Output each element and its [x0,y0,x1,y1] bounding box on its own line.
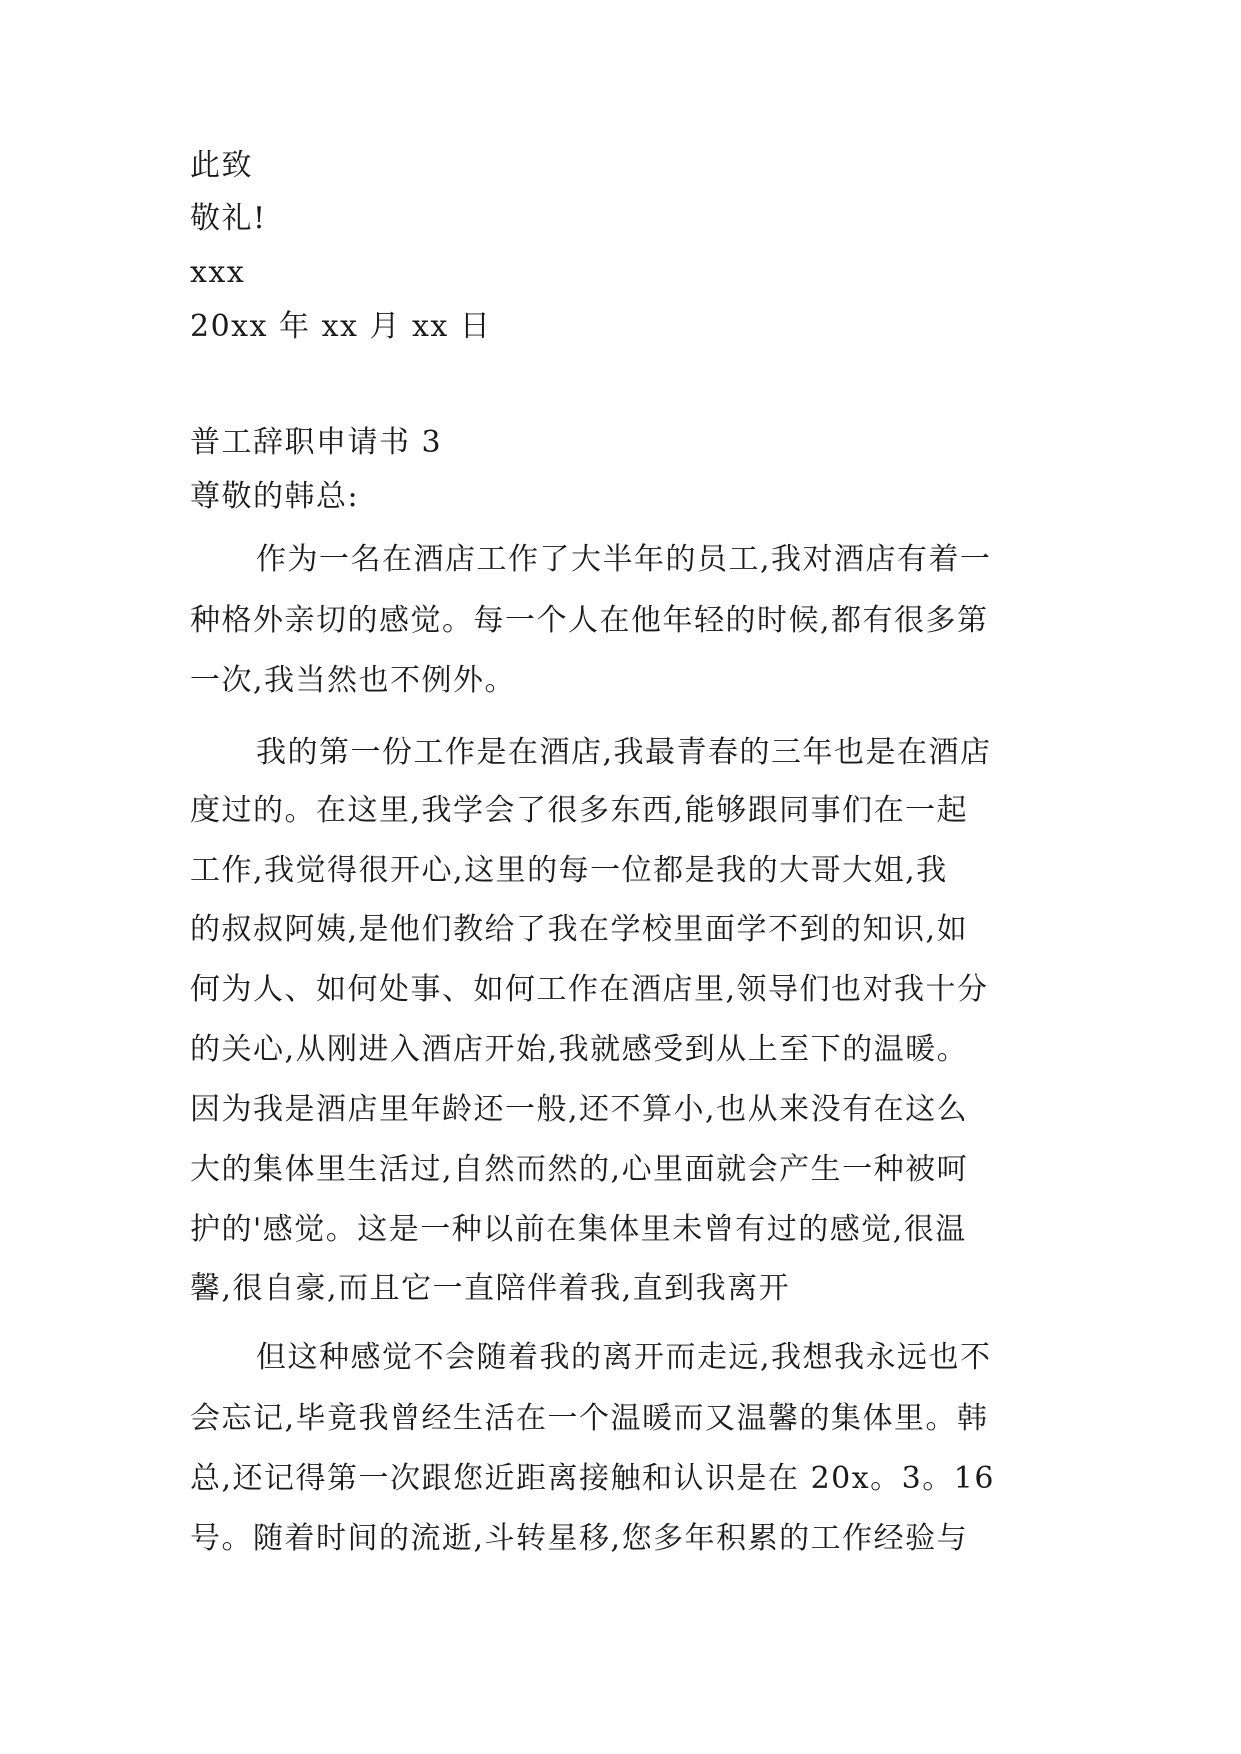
letter-title: 普工辞职申请书 3 [190,425,443,460]
date-line: 20xx 年 xx 月 xx 日 [190,309,492,344]
paragraph-2-line-3: 工作,我觉得很开心,这里的每一位都是我的大哥大姐,我 [190,853,948,888]
paragraph-2-line-8: 大的集体里生活过,自然而然的,心里面就会产生一种被呵 [190,1152,969,1187]
paragraph-3-line-4: 号。随着时间的流逝,斗转星移,您多年积累的工作经验与 [190,1521,969,1556]
signature: xxx [190,255,246,290]
paragraph-2-line-5: 何为人、如何处事、如何工作在酒店里,领导们也对我十分 [190,972,989,1007]
paragraph-3-line-2: 会忘记,毕竟我曾经生活在一个温暖而又温馨的集体里。韩 [190,1401,989,1436]
paragraph-2-line-9: 护的'感觉。这是一种以前在集体里未曾有过的感觉,很温 [190,1212,967,1247]
paragraph-2-line-1: 我的第一份工作是在酒店,我最青春的三年也是在酒店 [256,735,992,770]
paragraph-3-line-1: 但这种感觉不会随着我的离开而走远,我想我永远也不 [256,1340,992,1375]
paragraph-1-line-3: 一次,我当然也不例外。 [190,663,517,698]
paragraph-2-line-4: 的叔叔阿姨,是他们教给了我在学校里面学不到的知识,如 [190,912,969,947]
paragraph-3-line-3: 总,还记得第一次跟您近距离接触和认识是在 20x。3。16 [190,1461,995,1496]
paragraph-2-line-2: 度过的。在这里,我学会了很多东西,能够跟同事们在一起 [190,793,969,828]
closing-line-1: 此致 [190,148,253,183]
salutation: 尊敬的韩总: [190,479,360,514]
paragraph-1-line-1: 作为一名在酒店工作了大半年的员工,我对酒店有着一 [256,542,992,577]
paragraph-1-line-2: 种格外亲切的感觉。每一个人在他年轻的时候,都有很多第 [190,603,989,638]
paragraph-2-line-6: 的关心,从刚进入酒店开始,我就感受到从上至下的温暖。 [190,1032,969,1067]
paragraph-2-line-7: 因为我是酒店里年龄还一般,还不算小,也从来没有在这么 [190,1092,969,1127]
paragraph-2-line-10: 馨,很自豪,而且它一直陪伴着我,直到我离开 [190,1271,791,1306]
closing-line-2: 敬礼! [190,201,267,236]
